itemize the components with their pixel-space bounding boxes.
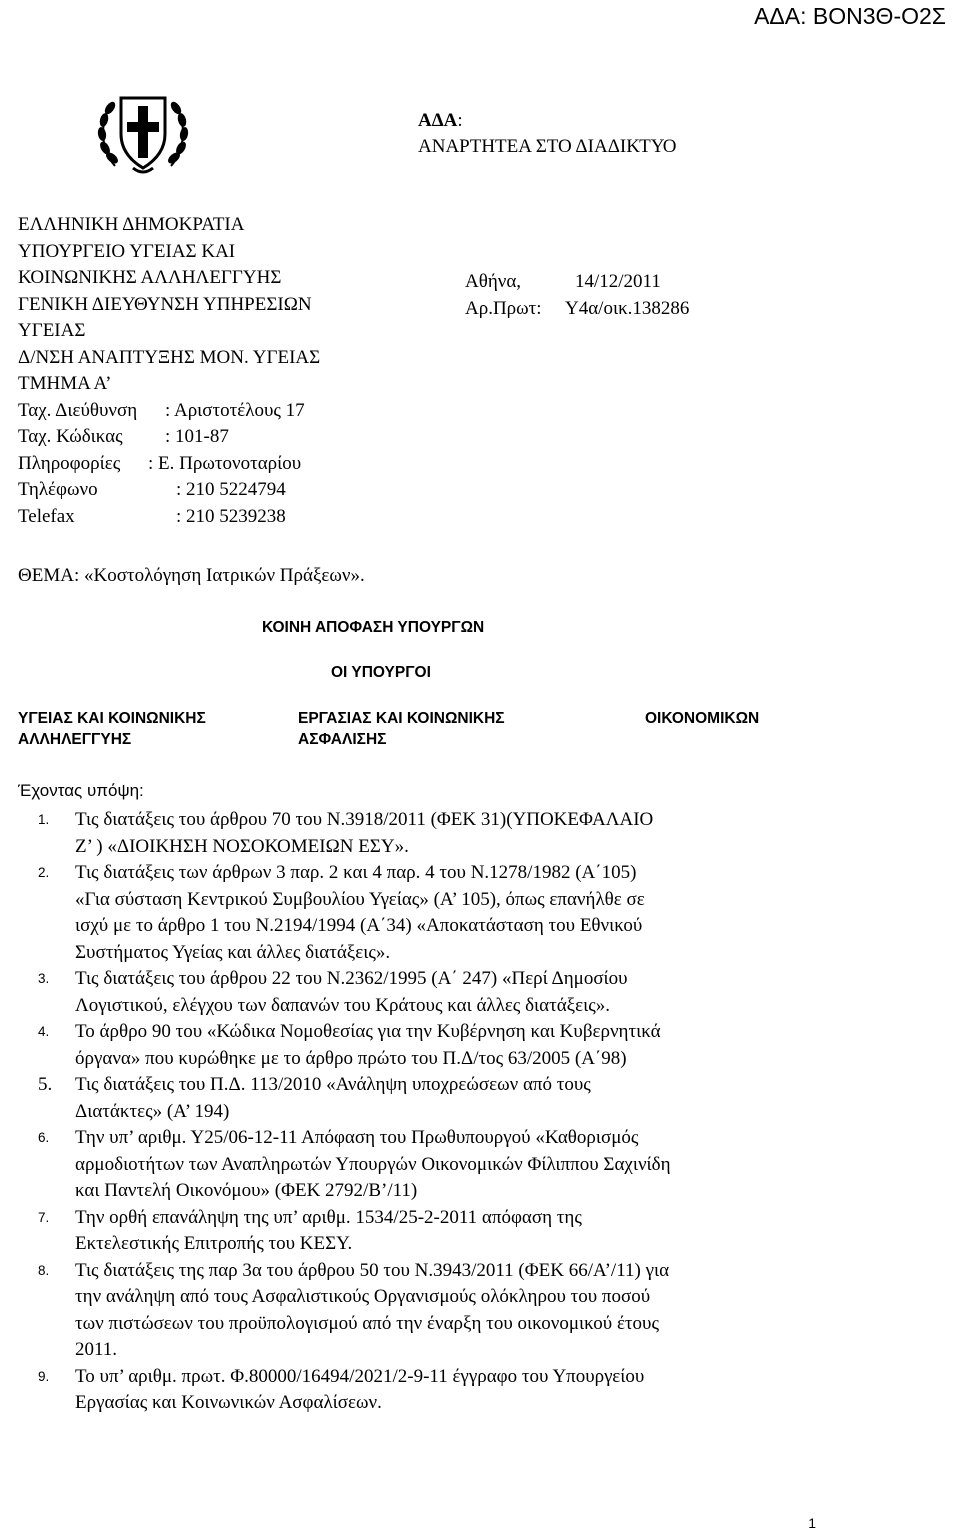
- joint-decision-title: ΚΟΙΝΗ ΑΠΟΦΑΣΗ ΥΠΟΥΡΓΩΝ: [262, 619, 485, 636]
- item-line: Εργασίας και Κοινωνικών Ασφαλίσεων.: [75, 1392, 382, 1413]
- ministers-title: ΟΙ ΥΠΟΥΡΓΟΙ: [331, 664, 431, 681]
- subject-line: ΘΕΜΑ: «Κοστολόγηση Ιατρικών Πράξεων».: [18, 565, 365, 586]
- minister-line: ΑΛΛΗΛΕΓΓΥΗΣ: [18, 731, 132, 748]
- item-line: Τις διατάξεις της παρ 3α του άρθρου 50 του Ν.3943/2011 (ΦΕΚ 66/Α’/11) για: [75, 1259, 670, 1281]
- item-line: Το άρθρο 90 του «Κώδικα Νομοθεσίας για την Κυβέρνηση και Κυβερνητικά: [75, 1021, 661, 1042]
- contact-label: Ταχ. Διεύθυνση: [18, 399, 138, 421]
- item-line: Το υπ’ αριθμ. πρωτ. Φ.80000/16494/2021/2-9-11 έγγραφο του Υπουργείου: [75, 1365, 645, 1387]
- contact-postcode: [18, 424, 320, 451]
- minister-health: [18, 708, 206, 750]
- contact-fax: [18, 504, 320, 531]
- item-line: Ζ’ ) «ΔΙΟΙΚΗΣΗ ΝΟΣΟΚΟΜΕΙΩΝ ΕΣΥ».: [75, 835, 409, 857]
- minister-line: ΑΣΦΑΛΙΣΗΣ: [298, 731, 387, 748]
- item-number: 3.: [38, 971, 50, 986]
- item-line: Την ορθή επανάληψη της υπ’ αριθμ. 1534/25-2-2011 απόφαση της: [75, 1206, 582, 1228]
- contact-label: Telefax: [18, 505, 75, 527]
- contact-phone: [18, 477, 320, 504]
- minister-line: ΕΡΓΑΣΙΑΣ ΚΑΙ ΚΟΙΝΩΝΙΚΗΣ: [298, 710, 505, 727]
- contact-address: [18, 398, 320, 425]
- ada-label-text: ΑΔΑ: [418, 110, 458, 131]
- contact-value: : Ε. Πρωτονοταρίου: [148, 452, 302, 474]
- item-line: Λογιστικού, ελέγχου των δαπανών του Κράτους και άλλες διατάξεις».: [75, 994, 611, 1016]
- item-line: αρμοδιοτήτων των Αναπληρωτών Υπουργών Οικονομικών Φίλιππου Σαχινίδη: [75, 1153, 671, 1175]
- contact-info-person: [18, 451, 320, 478]
- minister-labour: [298, 708, 505, 750]
- contact-value: : 210 5224794: [176, 479, 286, 500]
- protocol-number: Υ4α/οικ.138286: [565, 298, 690, 319]
- list-item: [18, 1125, 812, 1205]
- item-number: 9.: [38, 1368, 50, 1384]
- item-line: όργανα» που κυρώθηκε με το άρθρο πρώτο του Π.Δ/τος 63/2005 (Α΄98): [75, 1047, 627, 1069]
- ada-document-id: ΑΔΑ: ΒΟΝ3Θ-Ο2Σ: [754, 3, 946, 29]
- contact-label: Πληροφορίες: [18, 452, 121, 474]
- item-line: και Παντελή Οικονόμου» (ΦΕΚ 2792/Β’/11): [75, 1180, 418, 1201]
- issuer-block: [18, 212, 320, 530]
- posted-online-note: ΑΝΑΡΤΗΤΕΑ ΣΤΟ ΔΙΑΔΙΚΤΥΟ: [418, 136, 677, 157]
- issuer-line: ΤΜΗΜΑ Α’: [18, 373, 112, 394]
- list-item: [18, 1258, 812, 1364]
- item-line: 2011.: [75, 1339, 118, 1360]
- issuer-line: ΥΠΟΥΡΓΕΙΟ ΥΓΕΙΑΣ ΚΑΙ: [18, 240, 236, 262]
- item-line: Διατάκτες» (Α’ 194): [75, 1100, 230, 1122]
- item-line: Τις διατάξεις των άρθρων 3 παρ. 2 και 4 παρ. 4 του Ν.1278/1982 (Α΄105): [75, 862, 637, 883]
- minister-finance: [645, 708, 759, 729]
- item-line: Τις διατάξεις του Π.Δ. 113/2010 «Ανάληψη υποχρεώσεων από τους: [75, 1074, 591, 1095]
- protocol-row: [465, 295, 690, 322]
- list-item: [18, 1019, 812, 1072]
- item-line: Εκτελεστικής Επιτροπής του ΚΕΣΥ.: [75, 1233, 353, 1254]
- list-item: [18, 1364, 812, 1417]
- issuer-line: Δ/ΝΣΗ ΑΝΑΠΤΥΞΗΣ ΜΟΝ. ΥΓΕΙΑΣ: [18, 346, 321, 368]
- issuer-line: ΓΕΝΙΚΗ ΔΙΕΥΘΥΝΣΗ ΥΠΗΡΕΣΙΩΝ: [18, 293, 312, 315]
- contact-value: : 101-87: [165, 426, 229, 447]
- contact-label: Τηλέφωνο: [18, 479, 98, 500]
- item-number: 8.: [38, 1262, 50, 1278]
- place-label: Αθήνα,: [465, 271, 522, 292]
- contact-value: : 210 5239238: [176, 505, 286, 527]
- minister-line: ΟΙΚΟΝΟΜΙΚΩΝ: [645, 710, 760, 727]
- considerations-list: [18, 807, 812, 1417]
- item-line: «Για σύσταση Κεντρικού Συμβουλίου Υγείας» (Α’ 105), όπως επανήλθε σε: [75, 888, 645, 910]
- list-item: [18, 1205, 812, 1258]
- greek-coat-of-arms-icon: [95, 84, 191, 180]
- list-item: [18, 807, 812, 860]
- contact-label: Ταχ. Κώδικας: [18, 426, 123, 447]
- item-number: 4.: [38, 1024, 50, 1039]
- protocol-label: Αρ.Πρωτ:: [465, 298, 542, 319]
- date-row: [465, 268, 661, 295]
- item-line: Τις διατάξεις του άρθρου 70 του Ν.3918/2011 (ΦΕΚ 31)(ΥΠΟΚΕΦΑΛΑΙΟ: [75, 809, 654, 830]
- ada-colon: :: [457, 110, 463, 131]
- document-date: 14/12/2011: [575, 271, 661, 292]
- item-line: Συστήματος Υγείας και άλλες διατάξεις».: [75, 941, 391, 963]
- item-number: 2.: [38, 865, 50, 880]
- item-number: 7.: [38, 1209, 50, 1225]
- item-number: 6.: [38, 1130, 50, 1145]
- item-line: των πιστώσεων του προϋπολογισμού από την έναρξη του οικονομικού έτους: [75, 1312, 659, 1334]
- issuer-line: ΕΛΛΗΝΙΚΗ ΔΗΜΟΚΡΑΤΙΑ: [18, 214, 245, 235]
- considering-heading: Έχοντας υπόψη:: [18, 781, 144, 800]
- list-item: [18, 1072, 812, 1125]
- ada-label: [418, 108, 463, 134]
- date-protocol-block: [465, 268, 690, 322]
- item-line: Τις διατάξεις του άρθρου 22 του Ν.2362/1995 (Α΄ 247) «Περί Δημοσίου: [75, 968, 628, 989]
- item-number: 5.: [38, 1074, 53, 1095]
- item-line: Την υπ’ αριθμ. Υ25/06-12-11 Απόφαση του Πρωθυπουργού «Καθορισμός: [75, 1127, 639, 1148]
- page-number: 1: [808, 1515, 816, 1531]
- minister-line: ΥΓΕΙΑΣ ΚΑΙ ΚΟΙΝΩΝΙΚΗΣ: [18, 710, 206, 727]
- contact-value: : Αριστοτέλους 17: [165, 399, 305, 421]
- item-line: ισχύ με το άρθρο 1 του Ν.2194/1994 (Α΄34) «Αποκατάσταση του Εθνικού: [75, 915, 643, 936]
- list-item: [18, 860, 812, 966]
- list-item: [18, 966, 812, 1019]
- issuer-line: ΥΓΕΙΑΣ: [18, 320, 86, 341]
- item-line: την ανάληψη από τους Ασφαλιστικούς Οργανισμούς ολόκληρου του ποσού: [75, 1286, 651, 1307]
- item-number: 1.: [38, 812, 50, 827]
- issuer-line: ΚΟΙΝΩΝΙΚΗΣ ΑΛΛΗΛΕΓΓΥΗΣ: [18, 267, 282, 288]
